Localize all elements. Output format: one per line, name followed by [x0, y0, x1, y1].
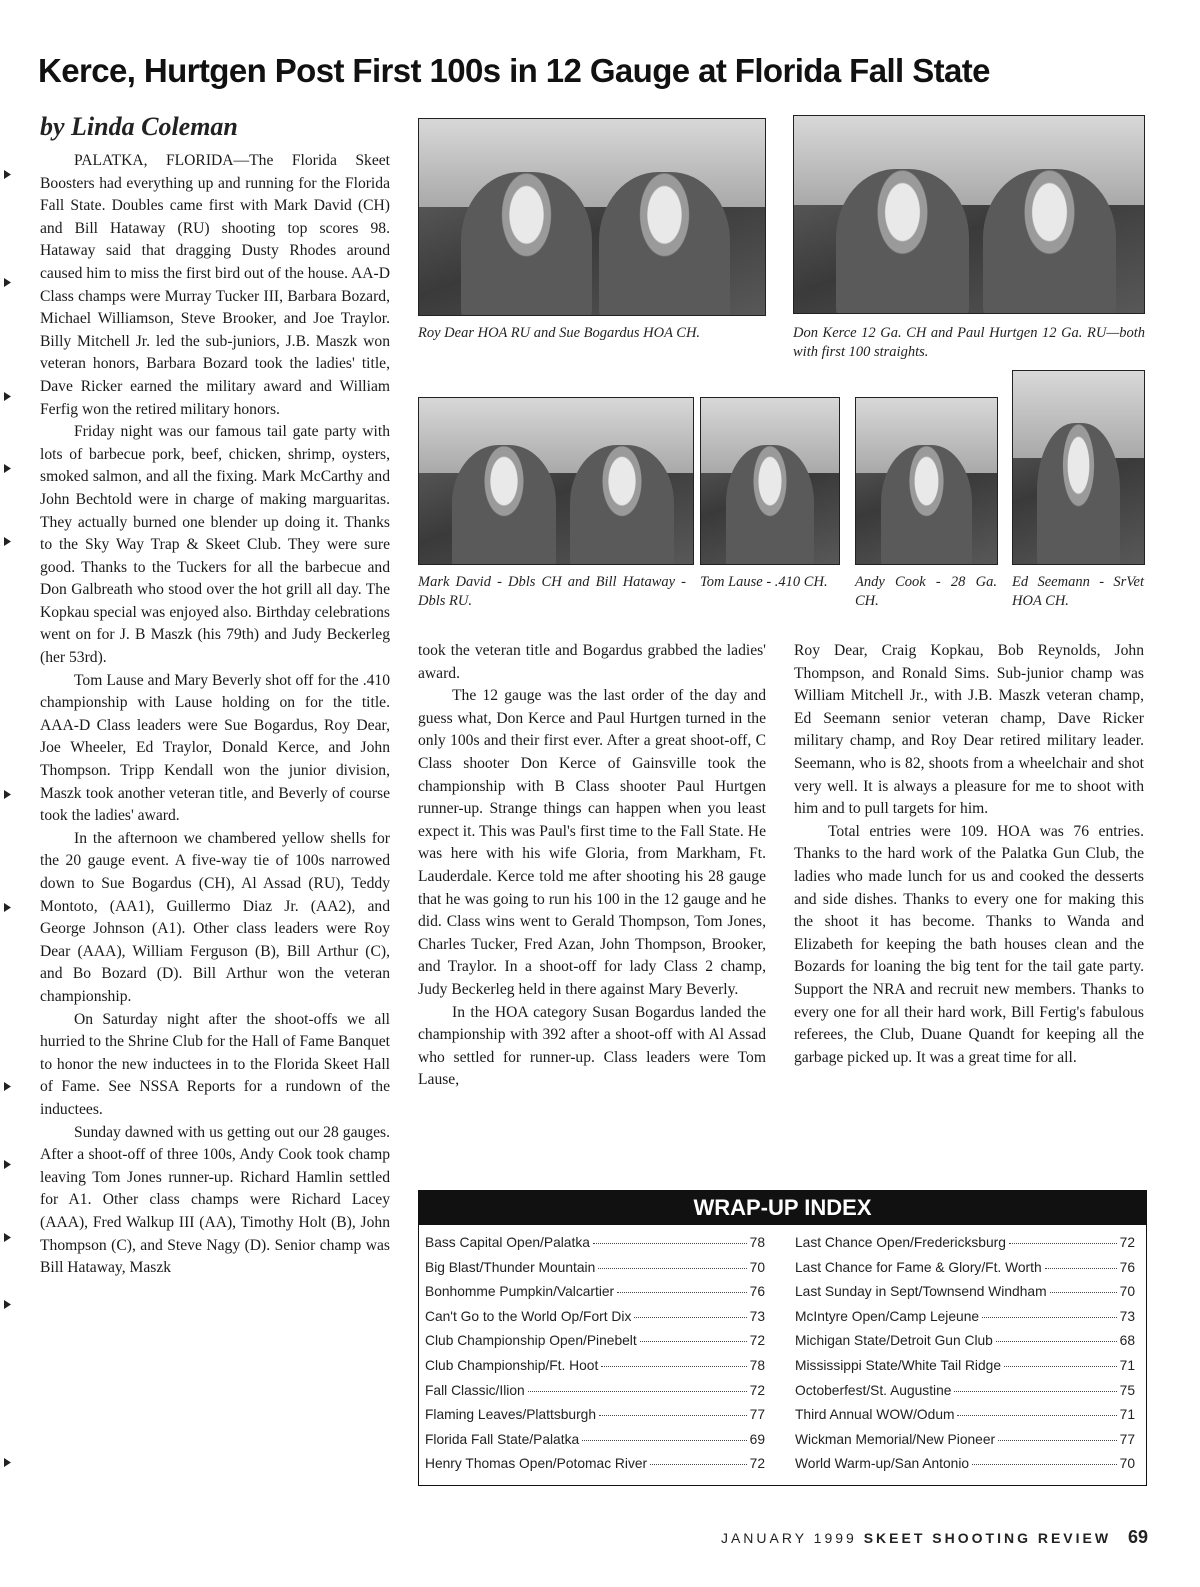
index-entry-page: 78	[749, 1235, 765, 1250]
index-entry-name: World Warm-up/San Antonio	[795, 1456, 970, 1472]
index-entry-name: Big Blast/Thunder Mountain	[425, 1259, 596, 1275]
scan-edge-mark	[4, 1160, 11, 1169]
index-entry	[425, 1284, 765, 1309]
index-entry-page: 77	[749, 1407, 765, 1423]
article-byline: by Linda Coleman	[40, 112, 238, 141]
article-column-3	[794, 640, 1144, 1069]
paragraph: Tom Lause and Mary Beverly shot off for the .410 championship with Lause holding on for the title. AAA-D Class leaders were Sue Bogardus, Roy Dear, Joe Wheeler, Ed Traylor, Donald Kerce, and John Thompson. Tripp Kendall won the junior division, Maszk took another veteran title, and Beverly of course took the ladies' award.	[40, 671, 390, 825]
scan-edge-mark	[4, 278, 11, 287]
wrap-up-index-left-column	[425, 1235, 765, 1481]
index-entry-name: Michigan State/Detroit Gun Club	[795, 1333, 993, 1349]
dot-leader	[1050, 1292, 1117, 1293]
index-entry	[425, 1432, 765, 1457]
article-headline: Kerce, Hurtgen Post First 100s in 12 Gauge at Florida Fall State	[38, 52, 990, 89]
index-entry-page: 71	[1119, 1357, 1135, 1373]
dot-leader	[957, 1415, 1116, 1416]
paragraph: Friday night was our famous tail gate party with lots of barbecue pork, beef, chicken, shrimp, oysters, smoked salmon, and all the fixing. Mark McCarthy and John Bechtold were in charge of making marguaritas. They actually burned one blender up doing it. Thanks to the Sky Way Trap & Skeet Club. They were sure good. Thanks to the Tuckers for all the barbecue and Don Galbreath who stood over the hot grill all day. The Kopkau special was enjoyed also. Birthday celebrations went on for J. B Maszk (his 79th) and Judy Beckerleg (her 53rd).	[40, 423, 390, 667]
scan-edge-mark	[4, 903, 11, 912]
paragraph: The 12 gauge was the last order of the day and guess what, Don Kerce and Paul Hurtgen turned in the only 100s and their first ever. After a great shoot-off, C Class shooter Don Kerce of Gainsville took the championship with B Class shooter Paul Hurtgen runner-up. Strange things can happen when you least expect it. This was Paul's first time to the Fall State. He was here with his wife Gloria, from Markham, Ft. Lauderdale. Kerce told me after shooting his 28 gauge that he was going to run his 100 in the 12 gauge and he did. Class wins went to Gerald Thompson, Tom Jones, Charles Tucker, Fred Azan, John Thompson, Brooker, and Traylor. In a shoot-off for lady Class 2 champ, Judy Beckerleg held in there against Mary Beverly.	[418, 687, 766, 998]
dot-leader	[593, 1243, 747, 1244]
index-entry-page: 68	[1119, 1333, 1135, 1349]
index-entry-name: Club Championship Open/Pinebelt	[425, 1333, 637, 1349]
index-entry-name: Last Chance Open/Fredericksburg	[795, 1235, 1006, 1250]
index-entry-page: 72	[749, 1456, 765, 1472]
dot-leader	[954, 1391, 1116, 1392]
scan-edge-mark	[4, 464, 11, 473]
dot-leader	[528, 1391, 747, 1392]
photo-seemann	[1012, 370, 1145, 565]
photo-cook	[855, 397, 998, 565]
index-entry-name: Can't Go to the World Op/Fort Dix	[425, 1308, 632, 1324]
index-entry-page: 71	[1119, 1407, 1135, 1423]
photo-kerce-hurtgen	[793, 115, 1145, 314]
scan-edge-mark	[4, 170, 11, 179]
index-entry-page: 70	[1119, 1456, 1135, 1472]
dot-leader	[972, 1464, 1117, 1465]
wrap-up-index-title: WRAP-UP INDEX	[419, 1191, 1146, 1225]
paragraph: took the veteran title and Bogardus grabbed the ladies' award.	[418, 642, 766, 682]
index-entry-name: McIntyre Open/Camp Lejeune	[795, 1308, 980, 1324]
footer-magazine: SKEET SHOOTING REVIEW	[863, 1530, 1112, 1546]
index-entry-page: 72	[1119, 1235, 1135, 1250]
index-entry-page: 76	[749, 1284, 765, 1300]
index-entry	[795, 1333, 1135, 1358]
photo-david-hataway	[418, 397, 694, 565]
scan-edge-mark	[4, 537, 11, 546]
footer-page-number: 69	[1127, 1527, 1148, 1547]
dot-leader	[1045, 1268, 1117, 1269]
dot-leader	[650, 1464, 747, 1465]
dot-leader	[1004, 1366, 1117, 1367]
index-entry-name: Henry Thomas Open/Potomac River	[425, 1456, 648, 1472]
scan-edge-mark	[4, 392, 11, 401]
dot-leader	[1009, 1243, 1117, 1244]
index-entry-name: Octoberfest/St. Augustine	[795, 1382, 952, 1398]
index-entry	[425, 1456, 765, 1481]
article-column-2	[418, 640, 766, 1092]
dot-leader	[617, 1292, 746, 1293]
index-entry	[795, 1235, 1135, 1260]
photo-caption: Roy Dear HOA RU and Sue Bogardus HOA CH.	[418, 325, 701, 341]
scan-edge-mark	[4, 1082, 11, 1091]
index-entry	[795, 1284, 1135, 1309]
paragraph: In the HOA category Susan Bogardus landed the championship with 392 after a shoot-off with Al Assad who settled for runner-up. Class leaders were Tom Lause,	[418, 1003, 766, 1089]
index-entry-page: 72	[749, 1333, 765, 1349]
dot-leader	[582, 1440, 747, 1441]
index-entry-page: 73	[749, 1308, 765, 1324]
index-entry-page: 69	[749, 1431, 765, 1447]
dot-leader	[982, 1317, 1117, 1318]
dot-leader	[634, 1317, 746, 1318]
paragraph: Sunday dawned with us getting out our 28 gauges. After a shoot-off of three 100s, Andy Cook took champ leaving Tom Jones runner-up. Richard Hamlin settled for A1. Other class champs were Richard Lacey (AAA), Fred Walkup III (AA), Timothy Holt (B), John Thompson (C), and Steve Nagy (D). Senior champ was Bill Hataway, Maszk	[40, 1123, 390, 1277]
index-entry-page: 73	[1119, 1308, 1135, 1324]
index-entry-page: 72	[749, 1382, 765, 1398]
photo-caption: Don Kerce 12 Ga. CH and Paul Hurtgen 12 Ga. RU—both with first 100 straights.	[793, 325, 1145, 360]
article-column-1	[40, 150, 390, 1280]
index-entry-name: Last Sunday in Sept/Townsend Windham	[795, 1284, 1047, 1300]
index-entry	[425, 1358, 765, 1383]
dot-leader	[598, 1268, 746, 1269]
index-entry-page: 70	[1119, 1284, 1135, 1300]
index-entry	[425, 1383, 765, 1408]
index-entry	[795, 1407, 1135, 1432]
index-entry-name: Third Annual WOW/Odum	[795, 1407, 955, 1423]
dot-leader	[601, 1366, 746, 1367]
index-entry-name: Wickman Memorial/New Pioneer	[795, 1431, 996, 1447]
index-entry-page: 75	[1119, 1382, 1135, 1398]
photo-caption: Ed Seemann - SrVet HOA CH.	[1012, 574, 1144, 609]
index-entry-name: Mississippi State/White Tail Ridge	[795, 1357, 1002, 1373]
scan-edge-mark	[4, 1233, 11, 1242]
photo-caption: Andy Cook - 28 Ga. CH.	[855, 574, 997, 609]
scan-edge-mark	[4, 1458, 11, 1467]
footer-issue: JANUARY 1999	[720, 1530, 857, 1546]
paragraph: Total entries were 109. HOA was 76 entries. Thanks to the hard work of the Palatka Gun Club, the ladies who made lunch for us and cooked the desserts and side dishes. Thanks to every one for making this the shoot it has become. Thanks to Wanda and Elizabeth for keeping the bath houses clean and the Bozards for loaning the big tent for the tail gate party. Support the NRA and recruit new members. Thanks to every one for all their hard work, Bill Fertig's fabulous referees, the Club, Duane Quandt for keeping all the garbage picked up. It was a great time for all.	[794, 822, 1144, 1066]
dot-leader	[996, 1341, 1117, 1342]
index-entry	[425, 1333, 765, 1358]
index-entry-name: Flaming Leaves/Plattsburgh	[425, 1407, 597, 1423]
index-entry-name: Club Championship/Ft. Hoot	[425, 1357, 599, 1373]
index-entry-name: Last Chance for Fame & Glory/Ft. Worth	[795, 1259, 1042, 1275]
index-entry-page: 76	[1119, 1259, 1135, 1275]
scan-edge-mark	[4, 790, 11, 799]
index-entry-page: 77	[1119, 1431, 1135, 1447]
photo-dear-bogardus	[418, 118, 766, 316]
index-entry	[795, 1432, 1135, 1457]
index-entry-name: Bonhomme Pumpkin/Valcartier	[425, 1284, 615, 1300]
index-entry-name: Fall Classic/Ilion	[425, 1382, 525, 1398]
paragraph: Roy Dear, Craig Kopkau, Bob Reynolds, John Thompson, and Ronald Sims. Sub-junior champ was William Mitchell Jr., with J.B. Maszk veteran champ, Ed Seemann senior veteran champ, Dave Ricker military champ, and Roy Dear retired military leader. Seemann, who is 82, shoots from a wheelchair and shot very well. It is always a pleasure for me to shoot with him and to pull targets for him.	[794, 642, 1144, 818]
index-entry-name: Florida Fall State/Palatka	[425, 1431, 580, 1447]
index-entry-name: Bass Capital Open/Palatka	[425, 1235, 590, 1250]
paragraph: On Saturday night after the shoot-offs we all hurried to the Shrine Club for the Hall of Fame Banquet to honor the new inductees in to the Florida Skeet Hall of Fame. See NSSA Reports for a rundown of the inductees.	[40, 1010, 390, 1118]
index-entry	[425, 1235, 765, 1260]
index-entry	[795, 1260, 1135, 1285]
photo-caption: Tom Lause - .410 CH.	[700, 574, 828, 590]
photo-lause	[700, 397, 840, 565]
index-entry	[425, 1260, 765, 1285]
index-entry	[425, 1407, 765, 1432]
index-entry	[795, 1456, 1135, 1481]
dot-leader	[998, 1440, 1117, 1441]
wrap-up-index-right-column	[795, 1235, 1135, 1481]
scan-edge-mark	[4, 1300, 11, 1309]
index-entry	[795, 1383, 1135, 1408]
wrap-up-index	[418, 1190, 1147, 1486]
index-entry	[425, 1309, 765, 1334]
index-entry	[795, 1309, 1135, 1334]
paragraph: PALATKA, FLORIDA—The Florida Skeet Boosters had everything up and running for the Florida Fall State. Doubles came first with Mark David (CH) and Bill Hataway (RU) shooting top scores 98. Hataway said that dragging Dusty Rhodes around caused him to miss the first bird out of the house. AA-D Class champs were Murray Tucker III, Barbara Bozard, Michael Williamson, Steve Brooker, and Joe Traylor. Billy Mitchell Jr. led the sub-juniors, J.B. Maszk won veteran honors, Barbara Bozard took the ladies' title, Dave Ricker earned the military award and William Ferfig won the retired military honors.	[40, 152, 390, 418]
page-footer	[721, 1527, 1148, 1548]
dot-leader	[599, 1415, 747, 1416]
dot-leader	[640, 1341, 747, 1342]
index-entry-page: 78	[749, 1357, 765, 1373]
index-entry	[795, 1358, 1135, 1383]
index-entry-page: 70	[749, 1259, 765, 1275]
photo-caption: Mark David - Dbls CH and Bill Hataway - Dbls RU.	[418, 574, 686, 609]
paragraph: In the afternoon we chambered yellow shells for the 20 gauge event. A five-way tie of 100s narrowed down to Sue Bogardus (CH), Al Assad (RU), Teddy Montoto, (AA1), Guillermo Diaz Jr. (AA2), and George Johnson (A1). Other class leaders were Roy Dear (AAA), William Ferguson (B), Bill Arthur (C), and Bo Bozard (D). Bill Arthur won the veteran championship.	[40, 829, 390, 1005]
